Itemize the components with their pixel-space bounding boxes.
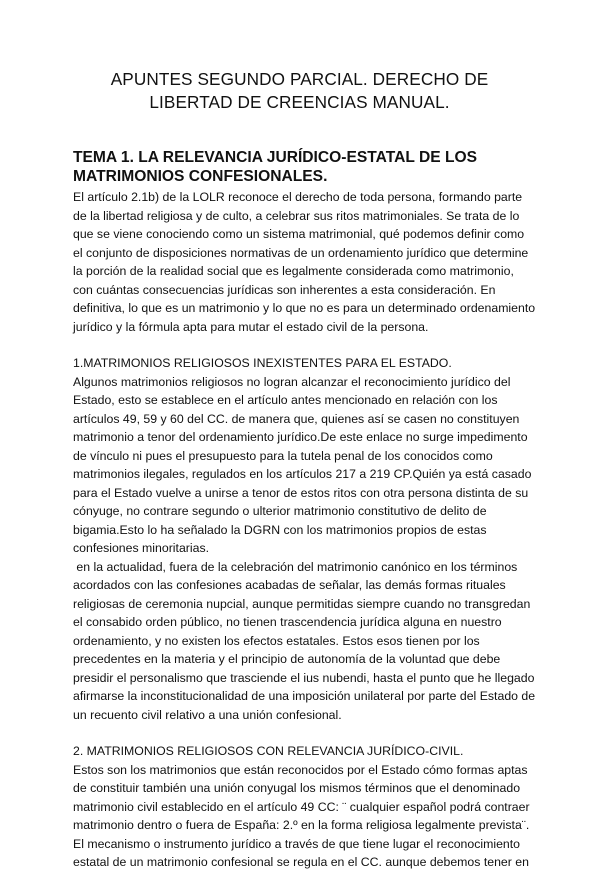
text-line: afirmarse la inconstitucionalidad de una imposición unilateral por parte del Estado de [73, 689, 536, 703]
text-line: el consabido orden público, no tienen trascendencia jurídica alguna en nuestro [73, 615, 502, 629]
text-line: definitiva, lo que es un matrimonio y lo que no es para un determinado ordenamiento [73, 301, 536, 315]
text-line: religiosas de ceremonia nupcial, aunque permitidas siempre cuando no transgredan [73, 596, 531, 611]
heading-line: MATRIMONIOS CONFESIONALES. [73, 168, 328, 185]
text-line: el conjunto de disposiciones normativas de un ordenamiento jurídico que determine [73, 245, 529, 260]
text-line: estatal de un matrimonio confesional se regula en el CC. aunque debemos tener en [73, 855, 529, 869]
paragraph-gap [73, 336, 526, 354]
heading-line: TEMA 1. LA RELEVANCIA JURÍDICO-ESTATAL DE LOS [73, 149, 478, 166]
text-line: Algunos matrimonios religiosos no logran alcanzar el reconocimiento jurídico del [73, 374, 511, 389]
text-line: artículos 49, 59 y 60 del CC. de manera que, quienes así se casen no constituyen [73, 411, 520, 426]
paragraph-gap [73, 724, 526, 742]
text-line: Estos son los matrimonios que están reconocidos por el Estado cómo formas aptas [73, 762, 528, 777]
text-line: Estado, esto se establece en el artículo antes mencionado en relación con los [73, 393, 498, 407]
tema1-intro-paragraph [73, 188, 536, 336]
text-line: de vínculo ni pues el presupuesto para la tutela penal de los conocidos como [73, 448, 493, 463]
text-line: en la actualidad, fuera de la celebración del matrimonio canónico en los términos [73, 559, 518, 574]
text-line: El artículo 2.1b) de la LOLR reconoce el derecho de toda persona, formando parte [73, 190, 523, 204]
text-line: acordados con las confesiones acabadas de señalar, las demás formas rituales [73, 578, 506, 592]
text-line: de constituir también una unión conyugal los mismos términos que el denominado [73, 781, 521, 795]
text-line: bigamia.Esto lo ha señalado la DGRN con los matrimonios propios de estas [73, 522, 487, 537]
text-line: jurídico y la fórmula apta para mutar el estado civil de la persona. [73, 319, 429, 334]
text-line: matrimonio a tenor del ordenamiento jurídico.De este enlace no surge impedimento [73, 430, 528, 444]
section2-paragraph [73, 742, 530, 872]
text-line: con cuántas consecuencias jurídicas son inherentes a esta consideración. En [73, 282, 496, 297]
tema1-heading [73, 148, 526, 186]
text-line: confesiones minoritarias. [73, 541, 210, 555]
section1-paragraph [73, 354, 536, 724]
section2-subheading: 2. MATRIMONIOS RELIGIOSOS CON RELEVANCIA JURÍDICO-CIVIL. [73, 744, 464, 758]
section1-subheading: 1.MATRIMONIOS RELIGIOSOS INEXISTENTES PARA EL ESTADO. [73, 356, 452, 370]
title-line: APUNTES SEGUNDO PARCIAL. DERECHO DE [110, 69, 489, 89]
document-title [73, 68, 526, 114]
text-line: ordenamiento, y no existen los efectos estatales. Estos esos tienen por los [73, 633, 480, 648]
text-line: la porción de la realidad social que es legalmente considerada como matrimonio, [73, 264, 514, 278]
text-line: que se viene conociendo como un sistema matrimonial, qué podemos definir como [73, 227, 525, 241]
text-line: presidir el personalismo que trasciende el ius nubendi, hasta el punto que he llegado [73, 670, 535, 685]
text-line: un recuento civil relativo a una unión confesional. [73, 707, 342, 722]
text-line: de la libertad religiosa y de culto, a celebrar sus ritos matrimoniales. Se trata de lo [73, 208, 520, 223]
text-line: matrimonio civil establecido en el artículo 49 CC: ¨ cualquier español podrá contraer [73, 799, 530, 814]
text-line: El mecanismo o instrumento jurídico a través de que tiene lugar el reconocimiento [73, 836, 521, 851]
text-line: matrimonio dentro o fuera de España: 2.º en la forma religiosa legalmente prevista¨. [73, 818, 530, 832]
text-line: matrimonios ilegales, regulados en los artículos 217 a 219 CP.Quién ya está casado [73, 467, 532, 481]
text-line: precedentes en la materia y el principio de autonomía de la voluntad que debe [73, 652, 501, 666]
title-line: LIBERTAD DE CREENCIAS MANUAL. [149, 92, 450, 112]
text-line: cónyuge, no contrare segundo o ulterior matrimonio constitutivo de delito de [73, 504, 487, 518]
text-line: para el Estado vuelve a unirse a tenor de estos ritos con otra persona distinta de su [73, 485, 529, 500]
